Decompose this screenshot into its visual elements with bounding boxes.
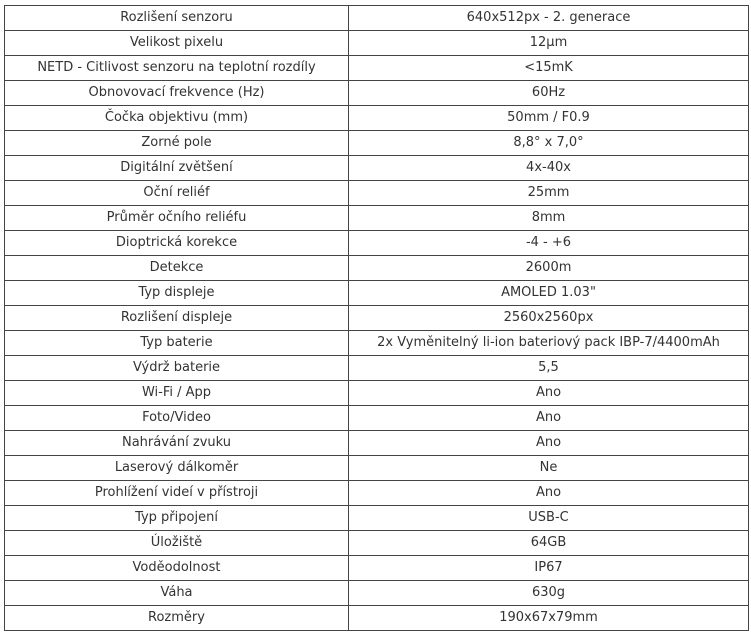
table-row [5,331,749,356]
spec-label: Rozlišení senzoru [5,6,349,31]
table-row [5,381,749,406]
table-row [5,506,749,531]
spec-label: Obnovovací frekvence (Hz) [5,81,349,106]
spec-value: USB-C [349,506,749,531]
spec-value: 8mm [349,206,749,231]
spec-label: Velikost pixelu [5,31,349,56]
table-row [5,431,749,456]
spec-value: Ano [349,481,749,506]
spec-label: Wi-Fi / App [5,381,349,406]
spec-label: Prohlížení videí v přístroji [5,481,349,506]
spec-label: Rozlišení displeje [5,306,349,331]
table-row [5,106,749,131]
spec-table-body [5,6,749,631]
spec-label: Detekce [5,256,349,281]
spec-value: 190x67x79mm [349,606,749,631]
spec-value: AMOLED 1.03" [349,281,749,306]
spec-label: Typ baterie [5,331,349,356]
spec-value: IP67 [349,556,749,581]
table-row [5,406,749,431]
spec-value: <15mK [349,56,749,81]
spec-value: 12μm [349,31,749,56]
table-row [5,31,749,56]
spec-value: 60Hz [349,81,749,106]
table-row [5,56,749,81]
table-row [5,181,749,206]
spec-label: Dioptrická korekce [5,231,349,256]
table-row [5,156,749,181]
spec-label: Foto/Video [5,406,349,431]
spec-label: Typ displeje [5,281,349,306]
spec-label: Voděodolnost [5,556,349,581]
spec-label: Digitální zvětšení [5,156,349,181]
spec-value: 25mm [349,181,749,206]
spec-value: 630g [349,581,749,606]
spec-value: 8,8° x 7,0° [349,131,749,156]
spec-value: -4 - +6 [349,231,749,256]
table-row [5,206,749,231]
spec-value: 4x-40x [349,156,749,181]
spec-value: 64GB [349,531,749,556]
spec-value: 640x512px - 2. generace [349,6,749,31]
table-row [5,6,749,31]
table-row [5,131,749,156]
table-row [5,456,749,481]
spec-label: Úložiště [5,531,349,556]
spec-label: Typ připojení [5,506,349,531]
table-row [5,356,749,381]
spec-value: 5,5 [349,356,749,381]
spec-value: 2560x2560px [349,306,749,331]
spec-value: Ano [349,431,749,456]
spec-label: Průměr očního reliéfu [5,206,349,231]
spec-label: Váha [5,581,349,606]
table-row [5,556,749,581]
table-row [5,306,749,331]
table-row [5,81,749,106]
spec-value: Ano [349,406,749,431]
spec-label: Laserový dálkoměr [5,456,349,481]
spec-value: 2600m [349,256,749,281]
spec-value: 2x Vyměnitelný li-ion bateriový pack IBP-7/4400mAh [349,331,749,356]
spec-value: Ne [349,456,749,481]
spec-label: Oční reliéf [5,181,349,206]
table-row [5,606,749,631]
spec-label: NETD - Citlivost senzoru na teplotní rozdíly [5,56,349,81]
table-row [5,281,749,306]
spec-label: Výdrž baterie [5,356,349,381]
spec-value: Ano [349,381,749,406]
spec-label: Rozměry [5,606,349,631]
spec-table [4,5,749,631]
table-row [5,481,749,506]
spec-label: Nahrávání zvuku [5,431,349,456]
table-row [5,581,749,606]
spec-value: 50mm / F0.9 [349,106,749,131]
spec-label: Zorné pole [5,131,349,156]
table-row [5,531,749,556]
table-row [5,256,749,281]
spec-label: Čočka objektivu (mm) [5,106,349,131]
table-row [5,231,749,256]
